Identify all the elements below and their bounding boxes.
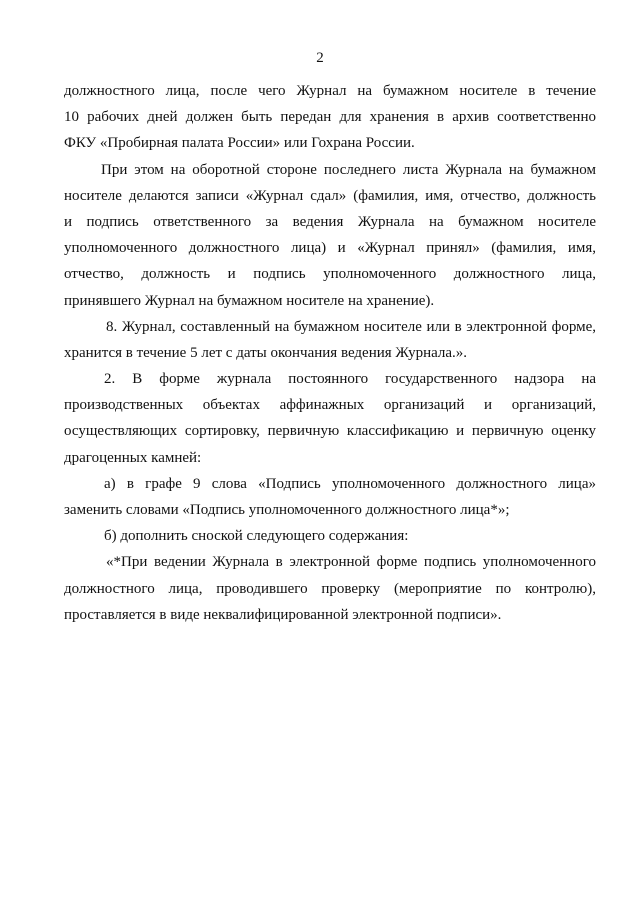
text-line: 8. Журнал, составленный на бумажном носителе или в электронной форме, bbox=[106, 318, 596, 335]
text-line: б) дополнить сноской следующего содержания: bbox=[104, 528, 409, 545]
text-line: заменить словами «Подпись уполномоченного должностного лица*»; bbox=[64, 502, 510, 518]
page-number: 2 bbox=[316, 50, 324, 66]
text-line: принявшего Журнал на бумажном носителе на хранение). bbox=[64, 292, 435, 309]
text-line: ФКУ «Пробирная палата России» или Гохрана России. bbox=[64, 135, 415, 152]
document-body bbox=[64, 78, 596, 628]
text-line: производственных объектах аффинажных организаций и организаций, bbox=[64, 397, 596, 414]
text-line: и подпись ответственного за ведения Журнала на бумажном носителе bbox=[64, 213, 596, 230]
text-line: При этом на оборотной стороне последнего листа Журнала на бумажном bbox=[101, 161, 596, 178]
text-line: осуществляющих сортировку, первичную классификацию и первичную оценку bbox=[64, 423, 596, 440]
text-line: должностного лица, проводившего проверку (мероприятие по контролю), bbox=[64, 580, 596, 597]
text-line: должностного лица, после чего Журнал на бумажном носителе в течение bbox=[64, 83, 596, 99]
paragraph-item-2 bbox=[64, 366, 596, 471]
text-line: 2. В форме журнала постоянного государственного надзора на bbox=[104, 371, 596, 388]
paragraph-subitem-b bbox=[64, 523, 596, 549]
paragraph-journal-records bbox=[64, 157, 596, 314]
text-line: проставляется в виде неквалифицированной электронной подписи». bbox=[64, 606, 502, 623]
paragraph-subitem-a bbox=[64, 471, 596, 523]
text-line: драгоценных камней: bbox=[64, 449, 202, 466]
text-line: «*При ведении Журнала в электронной форме подпись уполномоченного bbox=[106, 554, 596, 571]
text-line: отчество, должность и подпись уполномоченного должностного лица, bbox=[64, 266, 596, 283]
paragraph-continuation bbox=[64, 78, 596, 157]
text-line: хранится в течение 5 лет с даты окончания ведения Журнала.». bbox=[64, 344, 468, 361]
text-line: а) в графе 9 слова «Подпись уполномоченного должностного лица» bbox=[104, 475, 596, 492]
text-line: 10 рабочих дней должен быть передан для хранения в архив соответственно bbox=[64, 109, 596, 126]
text-line: уполномоченного должностного лица) и «Журнал принял» (фамилия, имя, bbox=[64, 240, 596, 257]
paragraph-footnote bbox=[64, 549, 596, 628]
text-line: носителе делаются записи «Журнал сдал» (фамилия, имя, отчество, должность bbox=[64, 187, 596, 204]
paragraph-item-8 bbox=[64, 314, 596, 366]
